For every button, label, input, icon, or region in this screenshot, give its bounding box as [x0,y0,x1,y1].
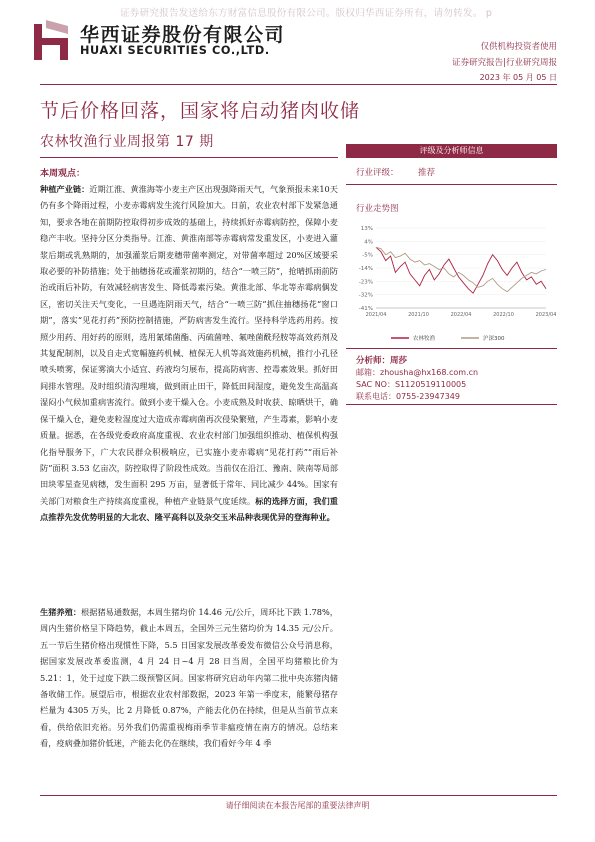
report-subtitle: 农林牧渔行业周报第 17 期 [40,134,214,150]
x-tick-label: 2021/10 [408,312,429,318]
footer-divider [40,795,557,796]
report-category: 证券研究报告|行业研究周报 [452,58,557,68]
analyst-email: 邮箱：zhousha@hx168.com.cn [356,368,479,377]
y-tick-label: -23% [358,279,373,286]
audience-note: 仅供机构投资者使用 [480,42,557,52]
content-heading: 本周观点： [40,169,86,179]
sidebar-divider [346,348,557,349]
analyst-phone: 联系电话：0755-23947349 [356,392,460,401]
trend-label: 行业走势图 [356,204,399,214]
report-title: 节后价格回落，国家将启动猪肉收储 [40,100,361,122]
paragraph-hog-lead: 生猪养殖： [40,607,82,617]
y-tick-label: 4% [364,239,373,246]
x-tick-label: 2022/10 [493,312,514,318]
x-tick-label: 2023/04 [535,312,557,318]
series-line-0 [376,247,546,293]
company-logo [32,18,74,62]
content-divider [40,157,338,158]
rating-label: 行业评级： [356,168,399,178]
y-tick-label: -5% [362,252,373,259]
x-tick-label: 2021/04 [365,312,387,318]
x-tick-label: 2022/04 [450,312,472,318]
report-date: 2023 年 05 月 05 日 [479,73,557,82]
company-name-cn: 华西证券股份有限公司 [80,24,286,46]
sidebar-header: 评级及分析师信息 [346,144,557,158]
paragraph-planting-emphasis: 标的选择方面，我们重点推荐先发优势明显的大北农、隆平高科以及杂交玉米品种表现优异的登海种业。 [40,495,338,523]
paragraph-planting-text: 近期江淮、黄淮海等小麦主产区出现强降雨天气，气象预报未来10天仍有多个降雨过程，小麦赤霉病发生流行风险加大。日前，农业农村部下发紧急通知，要求各地在前期防控取得初步成效的基础上，持续抓好赤霉病防控，保障小麦稳产丰收。坚持分区分类指导。江淮、黄淮南部等赤霉病常发重发区，小麦进入灌浆后期或乳熟期的，加强灌浆后期麦穗带菌率测定，对带菌率超过 20%区域要采取必要的补防措施；处于抽穗扬花或灌浆初期的，结合“一喷三防”，抢晴抓雨前防治或雨后补防，有效减轻病害发生、降低毒素污染。黄淮北部、华北等赤霉病偶发区，密切关注天气变化，一旦遇连阴雨天气，结合“一喷三防”抓住抽穗扬花“窗口期”，落实“见花打药”预防控制措施，严防病害发生流行。坚持科学选药用药。按照少用药、用好药的原则，选用氰烯菌酯、丙硫菌唑、氟唑菌酰羟胺等高效药剂及其复配制剂，以及自走式宽幅施药机械、植保无人机等高效施药机械，推行小孔径喷头喷雾，保证雾滴大小适宜、药液均匀展布，提高防病害、控毒素效果。抓好田间排水管理。及时组织清沟理墒，做到雨止田干，降低田间湿度，避免发生高温高湿闷小气候加重病害流行。做到小麦干燥入仓。小麦成熟及时收获、晾晒烘干，确保干燥入仓，避免麦粒湿度过大造成赤霉病菌再次侵染繁殖，产生毒素，影响小麦质量。据悉，在各级党委政府高度重视、农业农村部门加强组织推动、植保机构强化指导服务下，广大农民群众积极响应，已实施小麦赤霉病“见花打药”“雨后补防”面积 3.53 亿亩次，防控取得了阶段性成效。当前仅在沿江、豫南、陕南等局部田块零星查见病穗，发生面积 295 万亩，显著低于常年、同比减少 44%。国家有关部门对粮食生产持续高度重视，种植产业链景气度延续。 [40,184,338,506]
paragraph-planting [40,181,338,526]
paragraph-hog [40,604,338,752]
industry-trend-chart [346,220,557,350]
y-tick-label: -32% [358,292,373,299]
rating-value: 推荐 [418,168,436,178]
analyst-sac: SAC NO：S1120519110005 [356,380,467,389]
watermark-text: 证券研究报告发送给东方财富信息股份有限公司。版权归华西证券所有，请勿转发。 p [120,8,493,19]
company-name-en: HUAXI SECURITIES CO.,LTD. [80,44,270,57]
paragraph-planting-lead: 种植产业链： [40,184,90,194]
y-tick-label: 13% [360,226,373,232]
analyst-name: 分析师：周莎 [356,356,408,366]
paragraph-hog-text: 根据猪易通数据，本周生猪均价 14.46 元/公斤，周环比下跌 1.78%，周内生猪价格呈下降趋势，截止本周五，全国外三元生猪均价为 14.35 元/公斤。五一节后生猪价格出现惯性下降，5.5 日国家发展改革委发布微信公众号消息称，据国家发展改革委监测，4 月 24 日~4 月 28 日当周，全国平均猪粮比价为 5.21：1，处于过度下跌二级预警区间。国家将研究启动年内第二批中央冻猪肉储备收储工作。展望后市，根据农业农村部数据，2023 年第一季度末，能繁母猪存栏量为 4305 万头，比 2 月降低 0.87%，产能去化仍在持续，但是从当前节点来看，供给依旧充裕。另外我们仍需重视梅雨季节非瘟疫情在南方的情况。总结来看，疫病叠加猪价低迷，产能去化仍在继续，我们看好今年 4 季 [40,607,338,749]
legal-notice: 请仔细阅读在本报告尾部的重要法律声明 [225,801,370,810]
header-divider [40,84,557,85]
y-tick-label: -41% [358,306,373,312]
legend-label: 农林牧渔 [413,336,436,342]
sidebar-divider [346,404,557,405]
sidebar-divider [346,184,557,185]
legend-label: 沪深300 [483,336,505,342]
y-tick-label: -14% [358,266,373,272]
